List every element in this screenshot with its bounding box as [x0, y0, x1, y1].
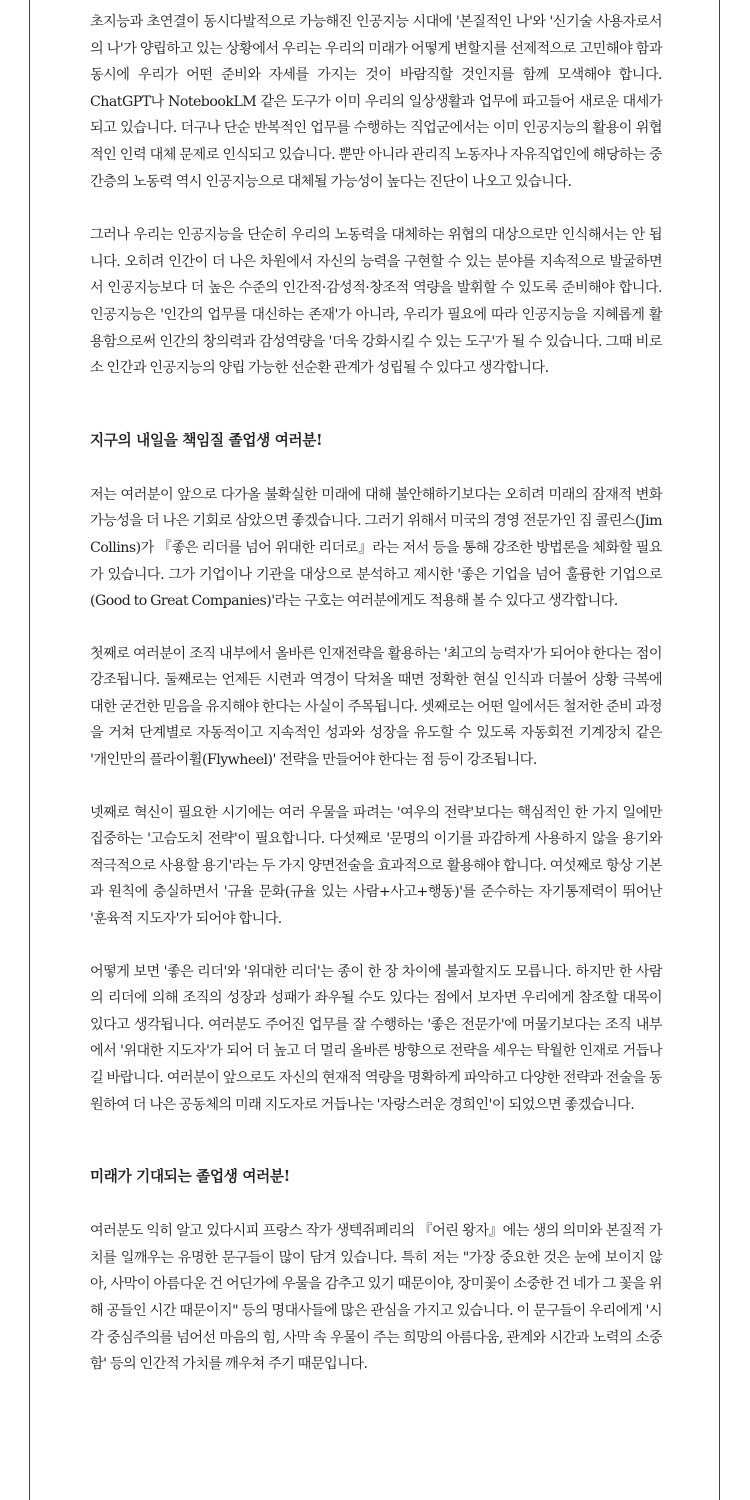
section-heading-promising-future: 미래가 기대되는 졸업생 여러분!: [90, 1168, 290, 1186]
paragraph-little-prince: 여러분도 익히 알고 있다시피 프랑스 작가 생텍쥐페리의 『어린 왕자』에는 생의 의미와 본질적 가치를 일깨우는 유명한 문구들이 많이 담겨 있습니다. 특히 저는 "가장 중요한 것은 눈에 보이지 않아, 사막이 아름다운 건 어딘가에 우물을 감추고 있기 때문이야, 장미꽃이 소중한 건 네가 그 꽃을 위해 공들인 시간 때문이지" 등의 명대사들에 많은 관심을 가지고 있습니다. 이 문구들이 우리에게 '시각 중심주의를 넘어선 마음의 힘, 사막 속 우물이 주는 희망의 아름다움, 관계와 시간과 노력의 소중함' 등의 인간적 가치를 깨우쳐 주기 때문입니다.: [90, 1223, 662, 1373]
article-page: [29, 0, 720, 1500]
section-heading-earth-tomorrow: 지구의 내일을 책임질 졸업생 여러분!: [90, 431, 323, 449]
paragraph-ai-era: 초지능과 초연결이 동시다발적으로 가능해진 인공지능 시대에 '본질적인 나'와 '신기술 사용자로서의 나'가 양립하고 있는 상황에서 우리는 우리의 미래가 어떻게 변할지를 선제적으로 고민해야 함과 동시에 우리가 어떤 준비와 자세를 가지는 것이 바람직할 것인지를 함께 모색해야 합니다. ChatGPT나 NotebookLM 같은 도구가 이미 우리의 일상생활과 업무에 파고들어 새로운 대세가 되고 있습니다. 더구나 단순 반복적인 업무를 수행하는 직업군에서는 이미 인공지능의 활용이 위협적인 인력 대체 문제로 인식되고 있습니다. 뿐만 아니라 관리직 노동자나 자유직업인에 해당하는 중간층의 노동력 역시 인공지능으로 대체될 가능성이 높다는 진단이 나오고 있습니다.: [90, 14, 662, 190]
paragraph-fourth-to-sixth: 넷째로 혁신이 필요한 시기에는 여러 우물을 파려는 '여우의 전략'보다는 핵심적인 한 가지 일에만 집중하는 '고슴도치 전략'이 필요합니다. 다섯째로 '문명의 이기를 과감하게 사용하지 않을 용기와 적극적으로 사용할 용기'라는 두 가지 양면전술을 효과적으로 활용해야 합니다. 여섯째로 항상 기본과 원칙에 충실하면서 '규율 문화(규율 있는 사람+사고+행동)'를 준수하는 자기통제력이 뛰어난 '훈육적 지도자'가 되어야 합니다.: [90, 804, 662, 928]
paragraph-first-to-third: 첫째로 여러분이 조직 내부에서 올바른 인재전략을 활용하는 '최고의 능력자'가 되어야 한다는 점이 강조됩니다. 둘째로는 언제든 시련과 역경이 닥쳐올 때면 정확한 현실 인식과 더불어 상황 극복에 대한 굳건한 믿음을 유지해야 한다는 사실이 주목됩니다. 셋째로는 어떤 일에서든 철저한 준비 과정을 거쳐 단계별로 자동적이고 지속적인 성과와 성장을 유도할 수 있도록 자동회전 기계장치 같은 '개인만의 플라이휠(Flywheel)' 전략을 만들어야 한다는 점 등이 강조됩니다.: [90, 645, 662, 769]
article-body: [90, 9, 662, 1378]
paragraph-great-leader: 어떻게 보면 '좋은 리더'와 '위대한 리더'는 종이 한 장 차이에 불과할지도 모릅니다. 하지만 한 사람의 리더에 의해 조직의 성장과 성패가 좌우될 수도 있다는 점에서 보자면 우리에게 참조할 대목이 있다고 생각됩니다. 여러분도 주어진 업무를 잘 수행하는 '좋은 전문가'에 머물기보다는 조직 내부에서 '위대한 지도자'가 되어 더 높고 더 멀리 올바른 방향으로 전략을 세우는 탁월한 인재로 거듭나길 바랍니다. 여러분이 앞으로도 자신의 현재적 역량을 명확하게 파악하고 다양한 전략과 전술을 동원하여 더 나은 공동체의 미래 지도자로 거듭나는 '자랑스러운 경희인'이 되었으면 좋겠습니다.: [90, 963, 662, 1113]
paragraph-good-to-great: 저는 여러분이 앞으로 다가올 불확실한 미래에 대해 불안해하기보다는 오히려 미래의 잠재적 변화 가능성을 더 나은 기회로 삼았으면 좋겠습니다. 그러기 위해서 미국의 경영 전문가인 짐 콜린스(Jim Collins)가 『좋은 리더를 넘어 위대한 리더로』라는 저서 등을 통해 강조한 방법론을 체화할 필요가 있습니다. 그가 기업이나 기관을 대상으로 분석하고 제시한 '좋은 기업을 넘어 훌륭한 기업으로(Good to Great Companies)'라는 구호는 여러분에게도 적용해 볼 수 있다고 생각합니다.: [90, 486, 662, 610]
paragraph-ai-coexistence: 그러나 우리는 인공지능을 단순히 우리의 노동력을 대체하는 위협의 대상으로만 인식해서는 안 됩니다. 오히려 인간이 더 나은 차원에서 자신의 능력을 구현할 수 있는 분야를 지속적으로 발굴하면서 인공지능보다 더 높은 수준의 인간적·감성적·창조적 역량을 발휘할 수 있도록 준비해야 합니다. 인공지능은 '인간의 업무를 대신하는 존재'가 아니라, 우리가 필요에 따라 인공지능을 지혜롭게 활용함으로써 인간의 창의력과 감성역량을 '더욱 강화시킬 수 있는 도구'가 될 수 있습니다. 그때 비로소 인간과 인공지능의 양립 가능한 선순환 관계가 성립될 수 있다고 생각합니다.: [90, 227, 663, 377]
